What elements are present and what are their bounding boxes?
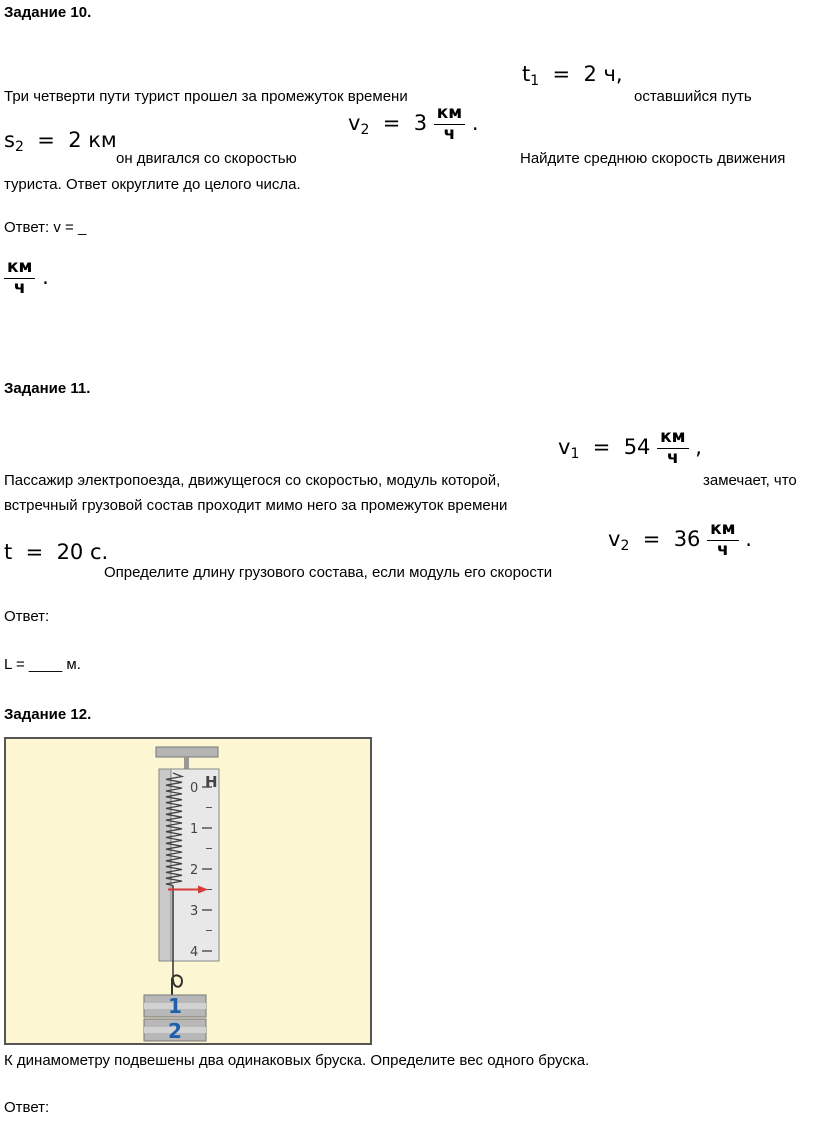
tick-label-0: 0	[190, 781, 199, 796]
task10-formula-t1: $t_1 = 2$ ч,	[522, 62, 623, 89]
task11-formula-t: t = 20 с.	[4, 540, 109, 564]
tick-label-2: 2	[190, 863, 199, 878]
task10-text-5: туриста. Ответ округлите до целого числа.	[4, 176, 301, 193]
task11-text-4: Определите длину грузового состава, если модуль его скорости	[104, 564, 553, 581]
task11-v1-unit: $\frac{км}{ч}$	[657, 428, 688, 468]
task10-formula-s2: $s_2 = 2$ км	[4, 128, 117, 155]
task10-text-2: оставшийся путь	[634, 88, 752, 105]
task10-answer: Ответ: v = _	[4, 219, 87, 236]
task11-text-1: Пассажир электропоезда, движущегося со скоростью, модуль которой,	[4, 472, 501, 489]
task11-v2-unit: $\frac{км}{ч}$	[707, 520, 738, 560]
task12-heading: Задание 12.	[4, 706, 92, 723]
task11-formula-v2: $v_2 = 36$ $\frac{км}{ч}$ .	[608, 519, 752, 560]
task12-answer: Ответ:	[4, 1099, 50, 1116]
block-label-1: 1	[168, 994, 182, 1018]
scale-unit: Н	[205, 773, 218, 791]
dynamometer-illustration	[6, 739, 370, 1043]
tick-label-1: 1	[190, 822, 199, 837]
block-label-2: 2	[168, 1019, 182, 1043]
dynamometer-figure	[4, 737, 372, 1045]
tick-label-3: 3	[190, 904, 199, 919]
block-2	[144, 1019, 206, 1043]
task10-heading: Задание 10.	[4, 4, 92, 21]
task10-text-1: Три четверти пути турист прошел за промежуток времени	[4, 88, 408, 105]
tick-label-4: 4	[190, 945, 199, 960]
task12-text: К динамометру подвешены два одинаковых бруска. Определите вес одного бруска.	[4, 1052, 590, 1069]
task10-answer-unit: $\frac{км}{ч}$ .	[4, 258, 49, 298]
task10-text-3: он двигался со скоростью	[116, 150, 297, 167]
task10-text-4: Найдите среднюю скорость движения	[520, 150, 786, 167]
task10-formula-v2: $v_2 = 3$ $\frac{км}{ч}$ .	[348, 103, 479, 144]
block-1	[144, 994, 206, 1018]
task11-answer: Ответ:	[4, 608, 50, 625]
task10-v2-unit: $\frac{км}{ч}$	[434, 104, 465, 144]
task11-heading: Задание 11.	[4, 380, 91, 397]
task11-formula-v1: $v_1 = 54$ $\frac{км}{ч}$ ,	[558, 427, 702, 468]
task11-answer-line: L = ____ м.	[4, 656, 81, 673]
task11-text-3: встречный грузовой состав проходит мимо него за промежуток времени	[4, 497, 508, 514]
mount-bar	[156, 747, 218, 757]
task11-text-2: замечает, что	[703, 472, 797, 489]
